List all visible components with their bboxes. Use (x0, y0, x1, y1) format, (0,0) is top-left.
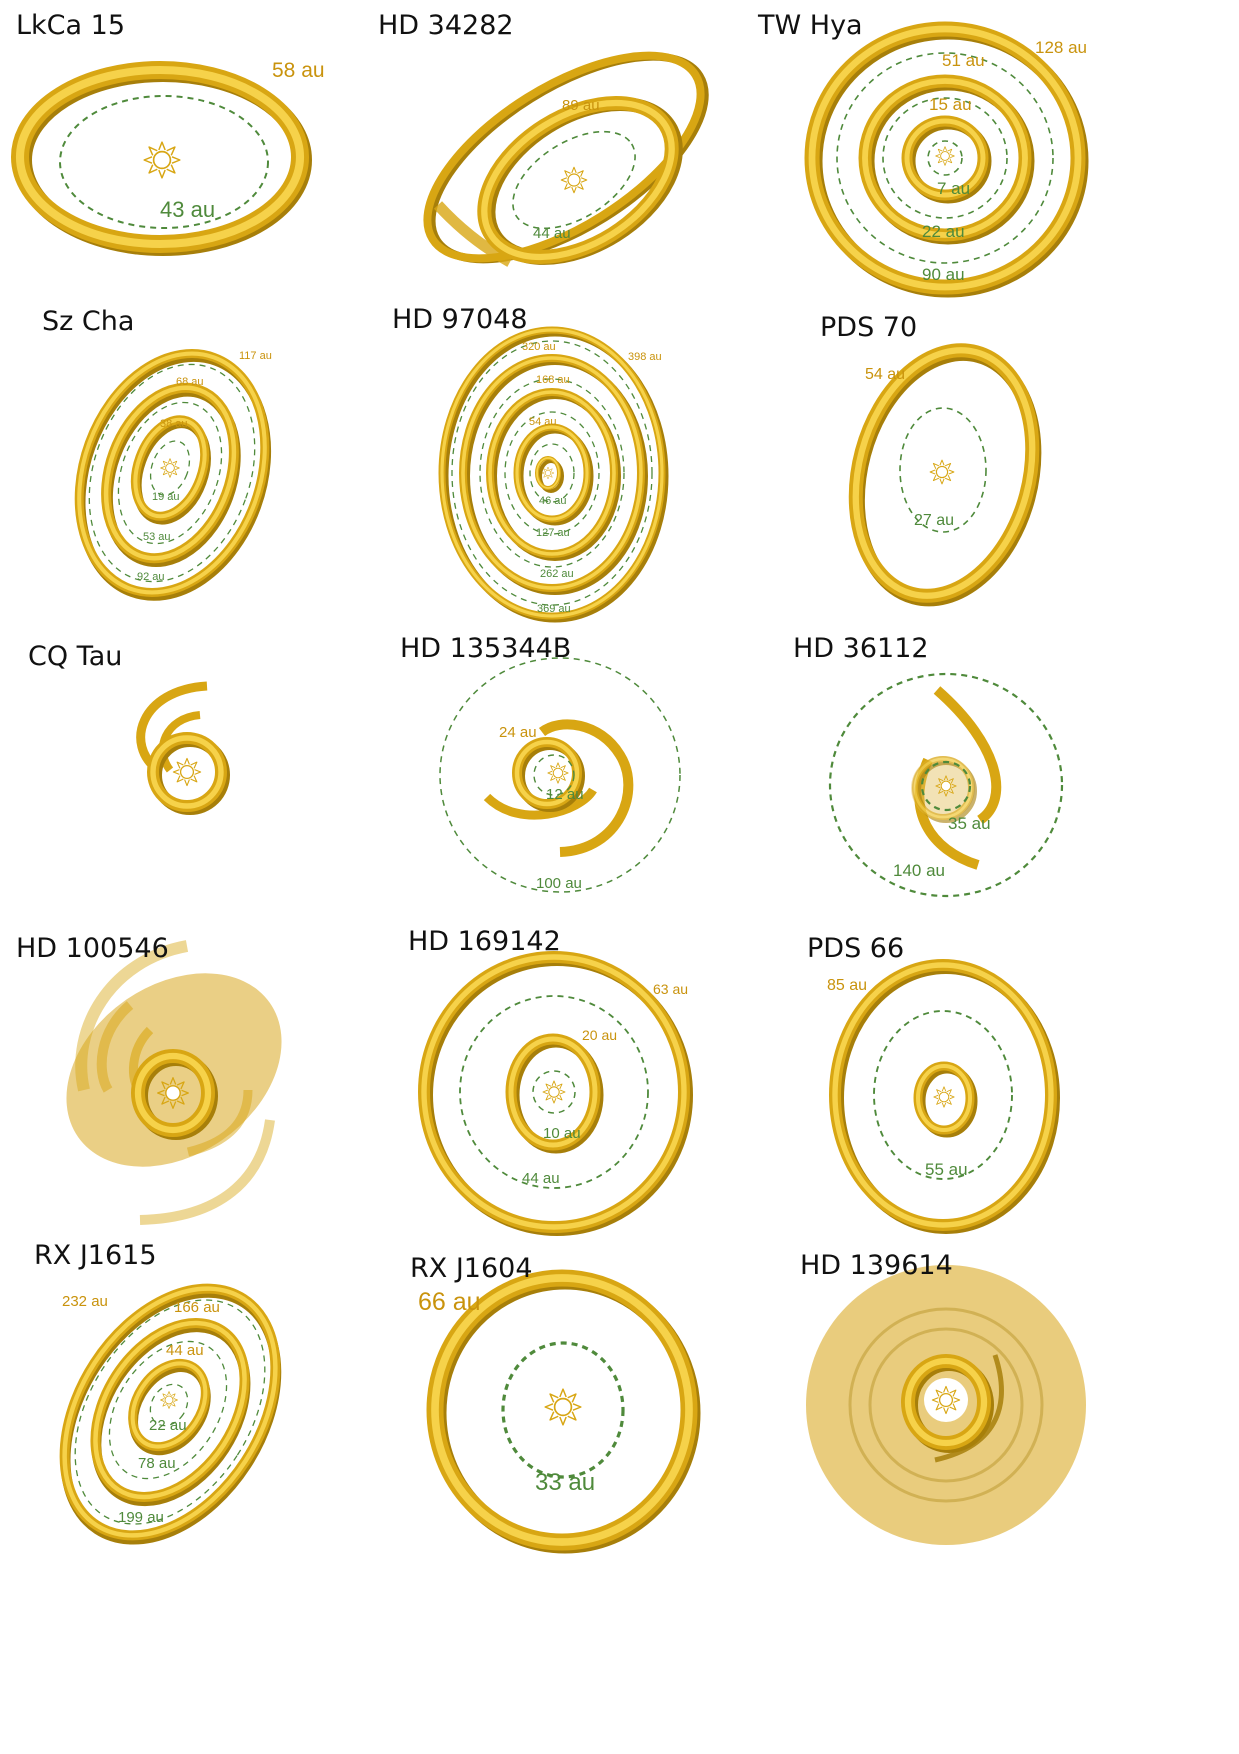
panel-title: HD 135344B (400, 633, 572, 664)
gap-radius-label: 53 au (143, 531, 171, 543)
ring-radius-label: 51 au (942, 51, 985, 70)
ring-radius-label: 24 au (499, 724, 537, 741)
gap-radius-label: 92 au (137, 571, 165, 583)
gap-radius-label: 78 au (138, 1455, 176, 1472)
gap-radius-label: 100 au (536, 875, 582, 892)
gap-radius-label: 127 au (536, 527, 570, 539)
ring-radius-label: 54 au (865, 366, 906, 383)
gap-radius-label: 35 au (948, 814, 991, 833)
star-icon (144, 142, 180, 178)
ring-radius-label: 58 au (272, 59, 325, 82)
ring-radius-label: 128 au (1035, 38, 1087, 57)
ring-radius-label: 20 au (582, 1027, 618, 1043)
star-icon (936, 147, 955, 166)
gap-radius-label: 33 au (535, 1469, 596, 1496)
star-icon (173, 758, 200, 785)
ring-radius-label: 398 au (628, 351, 662, 363)
ring-radius-label: 66 au (418, 1288, 481, 1316)
panel-title: CQ Tau (28, 641, 123, 672)
star-icon (561, 167, 587, 193)
star-icon (934, 1087, 954, 1107)
star-icon (930, 460, 954, 484)
star-icon (542, 467, 554, 479)
panel-title: RX J1604 (410, 1253, 533, 1284)
panel-title: RX J1615 (34, 1240, 157, 1271)
star-icon (548, 763, 568, 783)
ring-radius-label: 44 au (166, 1342, 204, 1359)
ring-radius-label: 89 au (562, 97, 600, 114)
panel-title: HD 139614 (800, 1250, 953, 1281)
panel-title: TW Hya (758, 10, 863, 41)
panel-title: PDS 70 (820, 312, 918, 343)
panel-title: LkCa 15 (16, 10, 126, 41)
gap-radius-label: 7 au (937, 179, 971, 198)
gap-radius-label: 44 au (533, 225, 571, 242)
ring (63, 1295, 278, 1528)
ring-radius-label: 54 au (529, 416, 557, 428)
ring (517, 427, 590, 522)
ring-radius-label: 320 au (522, 341, 556, 353)
ring-radius-label: 68 au (176, 376, 204, 388)
panel-title: HD 169142 (408, 926, 561, 957)
star-icon (545, 1389, 581, 1425)
panel-title: PDS 66 (807, 933, 905, 964)
panel-title: HD 36112 (793, 633, 929, 664)
gap-radius-label: 262 au (540, 568, 574, 580)
outer-disk (29, 933, 318, 1206)
panel-title: HD 100546 (16, 933, 169, 964)
star-icon (161, 459, 180, 478)
ring-radius-label: 117 au (239, 350, 272, 362)
gap-radius-label: 140 au (893, 861, 945, 880)
gap-radius-label: 369 au (537, 603, 571, 615)
ring-radius-label: 85 au (827, 977, 868, 994)
gap-radius-label: 90 au (922, 265, 965, 284)
panel-title: HD 97048 (392, 304, 528, 335)
ring-radius-label: 168 au (536, 374, 570, 386)
ring-radius-label: 38 au (160, 418, 188, 430)
gap-radius-label: 43 au (160, 197, 216, 222)
gap-radius-label: 10 au (543, 1125, 581, 1142)
gap-radius-label: 44 au (522, 1170, 560, 1187)
ring-radius-label: 232 au (62, 1293, 108, 1310)
gap-radius-label: 22 au (922, 222, 965, 241)
ring-radius-label: 166 au (174, 1299, 220, 1316)
gap-radius-label: 55 au (925, 1160, 968, 1179)
gap-radius-label: 22 au (149, 1417, 187, 1434)
gap-radius-label: 27 au (914, 512, 955, 529)
ring-radius-label: 15 au (929, 95, 972, 114)
gap-radius-label: 199 au (118, 1509, 164, 1526)
star-icon (161, 1392, 178, 1409)
panel-title: HD 34282 (378, 10, 514, 41)
star-icon (543, 1081, 565, 1103)
panel-title: Sz Cha (42, 306, 135, 337)
gap-radius-label: 46 au (539, 495, 567, 507)
ring-radius-label: 63 au (653, 981, 689, 997)
gap-radius-label: 19 au (152, 491, 180, 503)
gap-radius-label: 12 au (546, 786, 584, 803)
